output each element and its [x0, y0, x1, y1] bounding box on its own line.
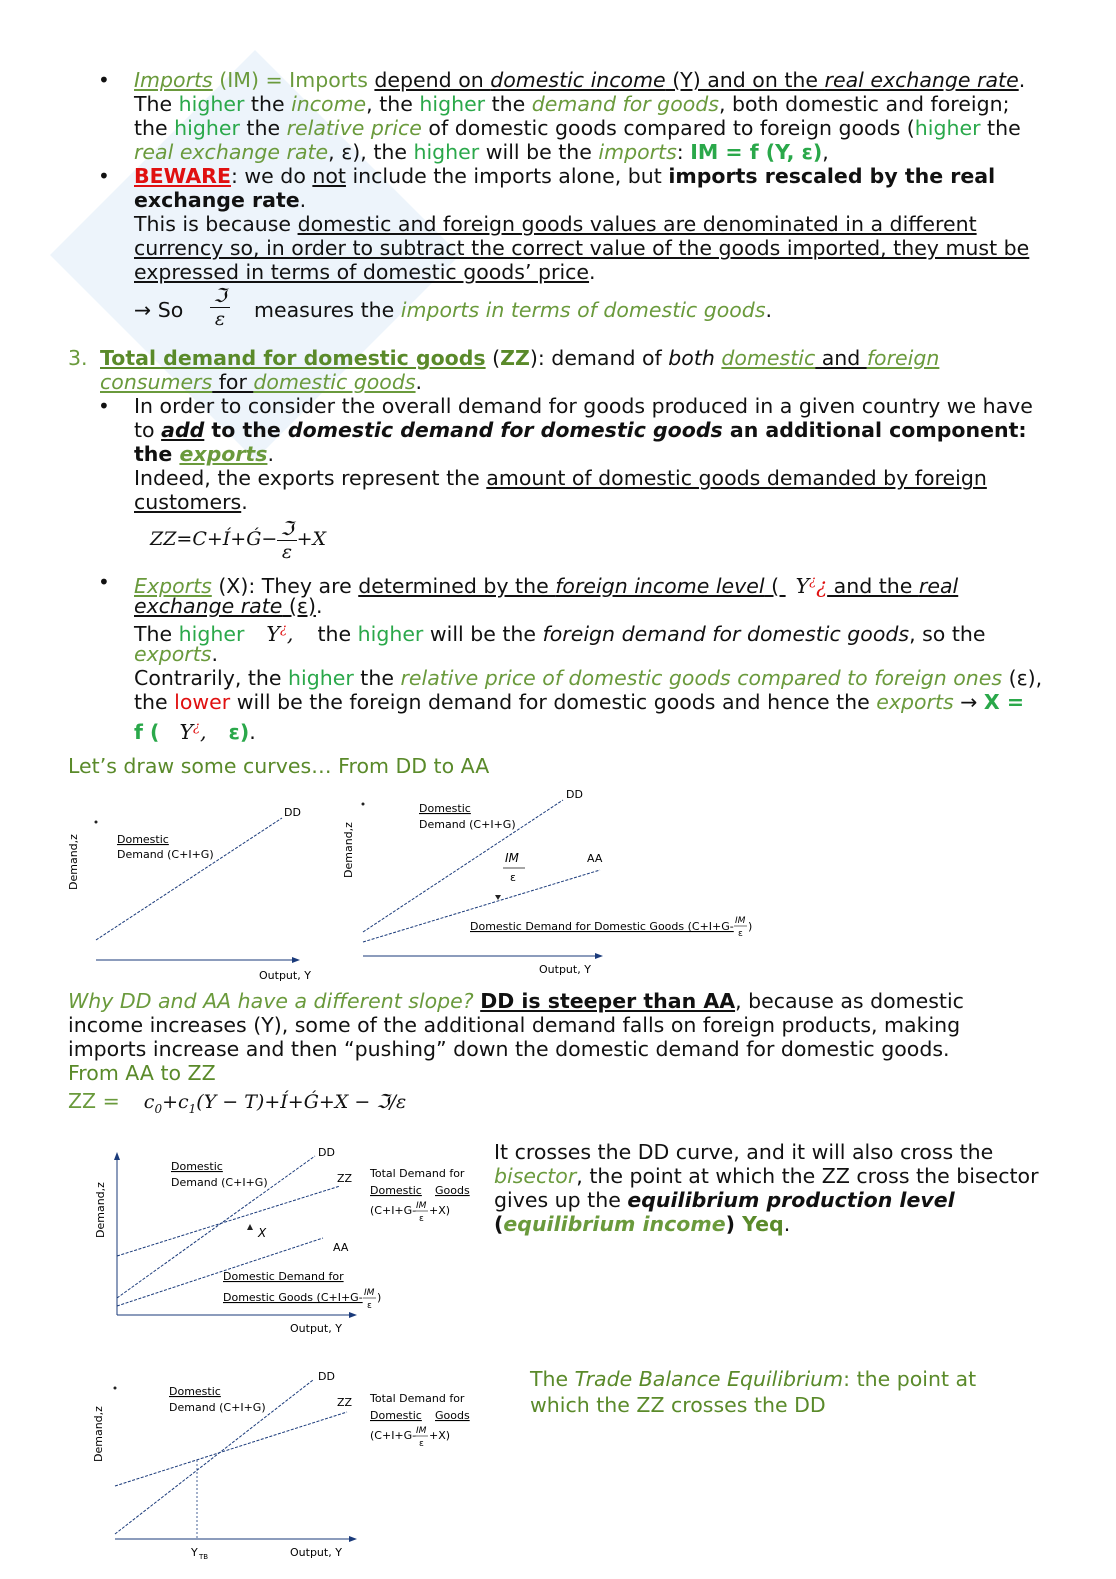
legend-line-1: Domestic: [171, 1160, 223, 1173]
chart-dd-zz-aa: [85, 1138, 485, 1343]
x-axis-label: Output, Y: [259, 969, 311, 982]
aa-curve-eps: ε: [738, 929, 743, 939]
exports-line-1: Exports (X): They are determined by the foreign income level ( Y¿¿ and the real: [134, 573, 959, 598]
legend-line-2: Demand (C+I+G): [419, 818, 516, 831]
x-axis-label: Output, Y: [539, 963, 591, 976]
zz-line-6: Indeed, the exports represent the amount of domestic goods demanded by foreign: [134, 466, 987, 490]
beware-line-4: currency so, in order to subtract the correct value of the goods imported, they must be: [134, 236, 1030, 260]
aa-text-2: Domestic Goods (C+I+G-: [223, 1291, 363, 1304]
trade-balance-line-2: which the ZZ crosses the DD: [530, 1393, 826, 1417]
zz-line-2: consumers for domestic goods.: [100, 370, 423, 394]
total-line-3a: (C+I+G-: [370, 1429, 417, 1442]
dd-label: DD: [318, 1370, 335, 1383]
beware-line-1: BEWARE: we do not include the imports alone, but imports rescaled by the real: [134, 164, 996, 188]
crosses-line-1: It crosses the DD curve, and it will also cross the: [494, 1140, 994, 1164]
ytb-sub: TB: [199, 1553, 209, 1561]
total-line-2a: Domestic: [370, 1409, 422, 1422]
beware-line-3: This is because domestic and foreign goods values are denominated in a different: [134, 212, 977, 236]
bullet: •: [98, 164, 110, 188]
beware-line-2: exchange rate.: [134, 188, 307, 212]
total-im: IM: [416, 1201, 427, 1211]
y-axis-label: Demand,z: [67, 834, 80, 890]
eps-label: ε: [510, 871, 516, 884]
imports-line-4: real exchange rate, ε), the higher will be the imports: IM = f (Y, ε),: [134, 140, 829, 164]
why-line-3: imports increase and then “pushing” down the domestic demand for domestic goods.: [68, 1037, 950, 1061]
dd-label: DD: [284, 806, 301, 819]
dd-label: DD: [318, 1146, 335, 1159]
zz-label: ZZ: [337, 1396, 353, 1409]
legend-line-1: Domestic: [117, 833, 169, 846]
crosses-line-3: gives up the equilibrium production level: [494, 1188, 955, 1212]
aa-curve-label: Domestic Demand for Domestic Goods (C+I+G-: [470, 920, 734, 933]
zz-line-7: customers.: [134, 490, 248, 514]
aa-label: AA: [587, 852, 603, 865]
aa-eps: ε: [367, 1301, 372, 1311]
why-line-1: Why DD and AA have a different slope? DD is steeper than AA, because as domestic: [68, 989, 964, 1013]
imports-line-1: Imports (IM) = Imports depend on domestic income (Y) and on the real exchange rate.: [134, 68, 1026, 92]
chart-dd-aa: [335, 780, 765, 980]
total-eps: ε: [419, 1439, 424, 1449]
exports-line-6: the lower will be the foreign demand for domestic goods and hence the exports → X =: [134, 690, 1025, 714]
total-line-2b: Goods: [435, 1184, 470, 1197]
legend-line-2: Demand (C+I+G): [117, 848, 214, 861]
list-number: 3.: [68, 346, 88, 370]
total-im: IM: [416, 1426, 427, 1436]
so-arrow-text: → So: [134, 298, 184, 322]
aa-im: IM: [364, 1288, 375, 1298]
x-axis-label: Output, Y: [290, 1546, 342, 1559]
total-line-3b: +X): [429, 1204, 451, 1217]
zz-line-3: In order to consider the overall demand for goods produced in a given country we have: [134, 394, 1033, 418]
bullet: •: [98, 570, 110, 594]
imports-line-3: the higher the relative price of domestic goods compared to foreign goods (higher the: [134, 116, 1021, 140]
exports-line-3: The higher Y¿, the higher will be the foreign demand for domestic goods, so the: [134, 621, 986, 646]
legend-line-2: Demand (C+I+G): [169, 1401, 266, 1414]
aa-close: ): [377, 1291, 382, 1304]
y-axis-label: Demand,z: [92, 1406, 105, 1462]
total-line-2a: Domestic: [370, 1184, 422, 1197]
crosses-line-2: bisector, the point at which the ZZ cross the bisector: [494, 1164, 1039, 1188]
total-line-3a: (C+I+G-: [370, 1204, 417, 1217]
exports-line-2: exchange rate (ε).: [134, 594, 323, 618]
zz-equation: ZZ=C+Í+Ǵ− $\frac{\text{ℑ}}{\varepsilon}$ +X: [150, 517, 327, 563]
total-line-1: Total Demand for: [370, 1167, 465, 1180]
zz-label: ZZ: [337, 1172, 353, 1185]
total-line-2b: Goods: [435, 1409, 470, 1422]
aa-label: AA: [333, 1241, 349, 1254]
total-eps: ε: [419, 1214, 424, 1224]
total-line-3b: +X): [429, 1429, 451, 1442]
ytb-label: Y: [191, 1546, 198, 1559]
legend-line-1: Domestic: [419, 802, 471, 815]
y-axis-label: Demand,z: [94, 1182, 107, 1238]
section-heading-aa-to-zz: From AA to ZZ: [68, 1061, 216, 1085]
so-fraction: ℑ ε: [210, 285, 230, 330]
section-heading-dd-to-aa: Let’s draw some curves… From DD to AA: [68, 754, 490, 778]
exports-line-4: exports.: [134, 642, 218, 666]
legend-line-1: Domestic: [169, 1385, 221, 1398]
legend-line-2: Demand (C+I+G): [171, 1176, 268, 1189]
bullet: •: [98, 68, 110, 92]
so-measures-text: measures the imports in terms of domestic goods.: [254, 298, 773, 322]
bullet: •: [98, 394, 110, 418]
zz-line-5: the exports.: [134, 442, 274, 466]
total-line-1: Total Demand for: [370, 1392, 465, 1405]
aa-curve-close: ): [748, 920, 753, 933]
exports-line-5: Contrarily, the higher the relative price of domestic goods compared to foreign ones (ε),: [134, 666, 1043, 690]
imports-line-2: The higher the income, the higher the demand for goods, both domestic and foreign;: [134, 92, 1010, 116]
why-line-2: income increases (Y), some of the additional demand falls on foreign products, making: [68, 1013, 961, 1037]
crosses-line-4: (equilibrium income) Yeq.: [494, 1212, 791, 1236]
x-axis-label: Output, Y: [290, 1322, 342, 1335]
aa-text-1: Domestic Demand for: [223, 1270, 344, 1283]
dd-label: DD: [566, 788, 583, 801]
exports-line-7: f ( Y¿, ε).: [134, 719, 256, 744]
zz-line-1: Total demand for domestic goods (ZZ): demand of both domestic and foreign: [100, 346, 940, 370]
chart-domestic-demand: [60, 790, 350, 985]
y-axis-label: Demand,z: [342, 822, 355, 878]
zz-line-4: to add to the domestic demand for domestic goods an additional component:: [134, 418, 1027, 442]
chart-trade-balance: [85, 1362, 485, 1567]
trade-balance-line-1: The Trade Balance Equilibrium: the point at: [530, 1367, 977, 1391]
beware-line-5: expressed in terms of domestic goods’ price.: [134, 260, 596, 284]
im-label: IM: [505, 851, 519, 865]
zz-formula: ZZ = $c_0+c_1(Y$ − T)+Í+Ǵ+X − ℑ/ε: [68, 1089, 407, 1116]
aa-curve-im: IM: [735, 916, 746, 926]
x-marker-label: X: [258, 1226, 267, 1240]
